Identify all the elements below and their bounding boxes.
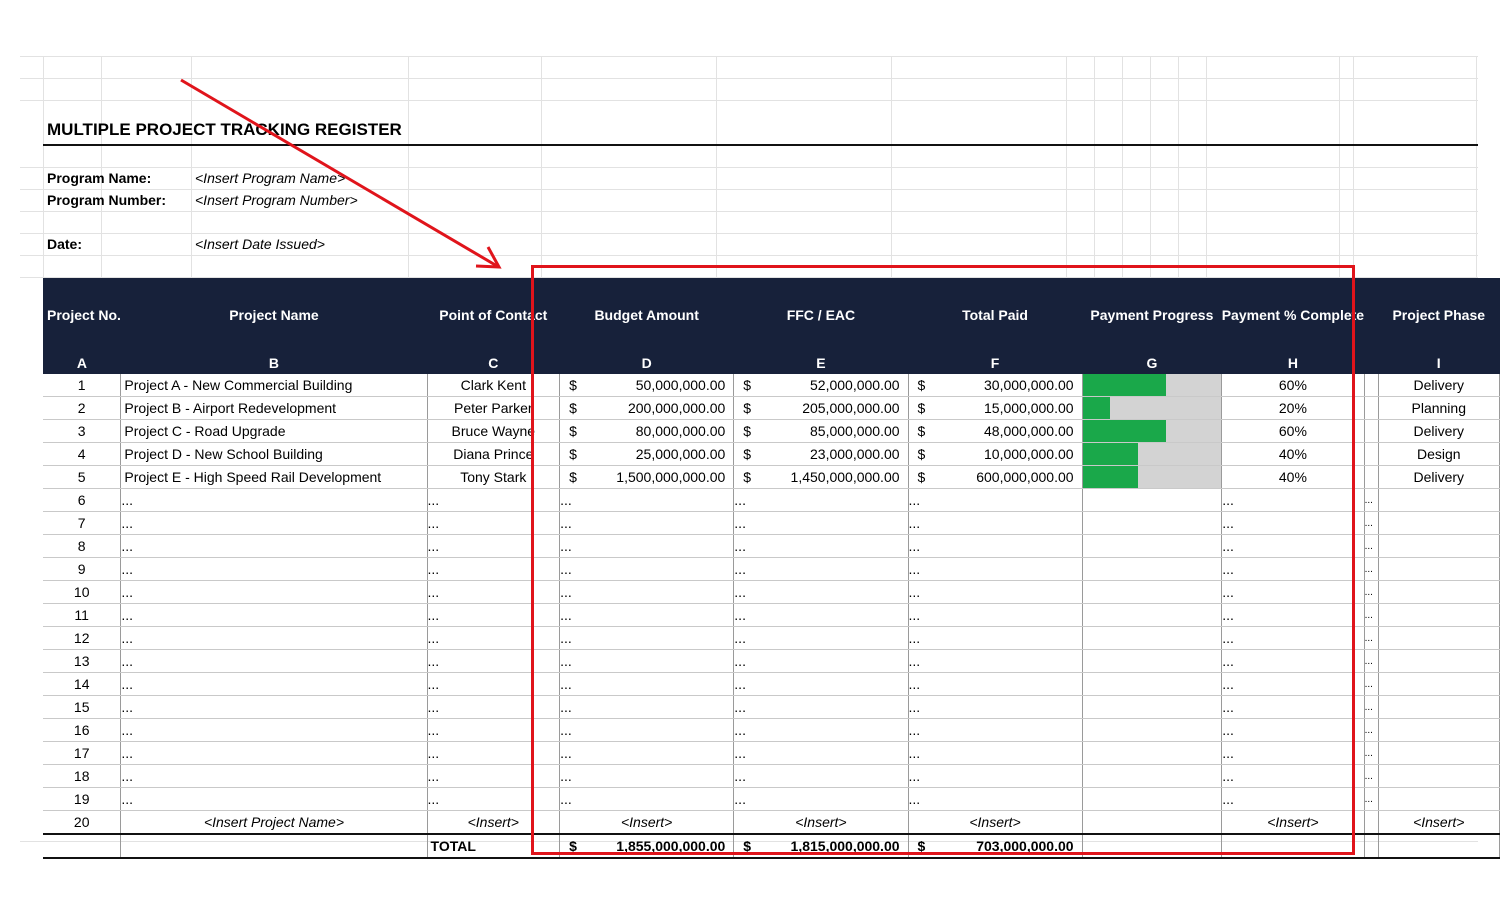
budget-cell-value: 50,000,000.00 xyxy=(635,377,726,393)
ffc-cell[interactable]: ... xyxy=(734,742,908,765)
ffc-cell-value: 205,000,000.00 xyxy=(802,400,900,416)
payment-pct-cell[interactable]: <Insert> xyxy=(1222,811,1364,835)
paid-cell[interactable]: ... xyxy=(908,535,1082,558)
date-label: Date: xyxy=(47,236,83,252)
contact-cell[interactable]: Clark Kent xyxy=(427,374,560,397)
date-value[interactable]: <Insert Date Issued> xyxy=(195,236,325,252)
budget-cell[interactable]: ... xyxy=(560,673,734,696)
currency-symbol: $ xyxy=(569,469,577,485)
column-letter: G xyxy=(1082,352,1222,374)
payment-pct-cell[interactable]: ... xyxy=(1222,788,1364,811)
paid-cell[interactable]: ... xyxy=(908,627,1082,650)
header-project-no[interactable]: Project No. xyxy=(43,278,121,352)
project-name-cell[interactable]: ... xyxy=(121,535,427,558)
project-no-cell[interactable]: 19 xyxy=(43,788,121,811)
contact-cell[interactable]: Peter Parker xyxy=(427,397,560,420)
ffc-cell[interactable]: ... xyxy=(734,581,908,604)
currency-symbol: $ xyxy=(569,423,577,439)
paid-cell[interactable]: ... xyxy=(908,765,1082,788)
budget-cell-value: 1,500,000,000.00 xyxy=(616,469,726,485)
ffc-cell[interactable]: ... xyxy=(734,535,908,558)
column-letter: B xyxy=(121,352,427,374)
ffc-cell[interactable]: ... xyxy=(734,512,908,535)
project-no-cell[interactable]: 20 xyxy=(43,811,121,835)
currency-symbol: $ xyxy=(743,446,752,462)
project-name-cell[interactable]: Project E - High Speed Rail Development xyxy=(121,466,427,489)
budget-cell[interactable]: ... xyxy=(560,512,734,535)
project-no-cell[interactable]: 2 xyxy=(43,397,121,420)
project-no-cell[interactable]: 3 xyxy=(43,420,121,443)
contact-cell[interactable]: ... xyxy=(427,512,560,535)
column-letter: I xyxy=(1378,352,1500,374)
project-no-cell[interactable]: 1 xyxy=(43,374,121,397)
column-letter: H xyxy=(1222,352,1364,374)
budget-cell[interactable]: ... xyxy=(560,627,734,650)
spacer-cell: ... xyxy=(1364,581,1378,604)
total-budget-value: 1,855,000,000.00 xyxy=(616,838,726,854)
paid-cell[interactable]: ... xyxy=(908,489,1082,512)
budget-cell[interactable]: ... xyxy=(560,581,734,604)
project-name-cell[interactable]: Project B - Airport Redevelopment xyxy=(121,397,427,420)
ffc-cell[interactable]: ... xyxy=(734,604,908,627)
project-name-cell[interactable]: ... xyxy=(121,558,427,581)
header-ffc-eac[interactable]: FFC / EAC xyxy=(734,278,908,352)
spacer-cell: ... xyxy=(1364,742,1378,765)
paid-cell[interactable]: ... xyxy=(908,512,1082,535)
paid-cell[interactable]: ... xyxy=(908,788,1082,811)
budget-cell[interactable]: ... xyxy=(560,719,734,742)
project-no-cell[interactable]: 7 xyxy=(43,512,121,535)
currency-symbol: $ xyxy=(743,377,752,393)
header-budget-amount[interactable]: Budget Amount xyxy=(560,278,734,352)
project-name-cell[interactable]: ... xyxy=(121,627,427,650)
total-label: TOTAL xyxy=(427,834,560,858)
currency-symbol: $ xyxy=(917,446,926,462)
header-payment-progress[interactable]: Payment Progress xyxy=(1082,278,1222,352)
program-name-label: Program Name: xyxy=(47,170,152,186)
paid-cell[interactable]: ... xyxy=(908,650,1082,673)
paid-cell[interactable]: <Insert> xyxy=(908,811,1082,835)
contact-cell[interactable]: ... xyxy=(427,650,560,673)
column-letter: C xyxy=(427,352,560,374)
ffc-cell[interactable]: ... xyxy=(734,650,908,673)
project-name-cell[interactable]: ... xyxy=(121,696,427,719)
currency-symbol: $ xyxy=(743,400,752,416)
budget-cell[interactable]: ... xyxy=(560,765,734,788)
contact-cell[interactable]: ... xyxy=(427,489,560,512)
contact-cell[interactable]: ... xyxy=(427,696,560,719)
currency-symbol: $ xyxy=(917,838,926,854)
currency-symbol: $ xyxy=(569,446,577,462)
project-name-cell[interactable]: <Insert Project Name> xyxy=(121,811,427,835)
currency-symbol: $ xyxy=(917,400,926,416)
budget-cell-value: 200,000,000.00 xyxy=(627,400,726,416)
header-payment-pct[interactable]: Payment % Complete xyxy=(1222,278,1364,352)
payment-pct-cell[interactable]: ... xyxy=(1222,489,1364,512)
paid-cell[interactable]: ... xyxy=(908,604,1082,627)
spacer-cell: ... xyxy=(1364,765,1378,788)
payment-pct-cell[interactable]: ... xyxy=(1222,512,1364,535)
paid-cell-value: 48,000,000.00 xyxy=(984,423,1074,439)
project-no-cell[interactable]: 9 xyxy=(43,558,121,581)
ffc-cell-value: 52,000,000.00 xyxy=(810,377,900,393)
currency-symbol: $ xyxy=(743,469,752,485)
contact-cell[interactable]: Bruce Wayne xyxy=(427,420,560,443)
register-title: MULTIPLE PROJECT TRACKING REGISTER xyxy=(47,120,402,139)
project-name-cell[interactable]: Project C - Road Upgrade xyxy=(121,420,427,443)
project-phase-cell[interactable]: <Insert> xyxy=(1378,811,1500,835)
ffc-cell[interactable]: ... xyxy=(734,673,908,696)
spacer-cell: ... xyxy=(1364,512,1378,535)
budget-cell[interactable]: ... xyxy=(560,558,734,581)
ffc-cell-value: 1,450,000,000.00 xyxy=(790,469,900,485)
payment-pct-cell[interactable]: ... xyxy=(1222,558,1364,581)
spacer-cell: ... xyxy=(1364,489,1378,512)
budget-cell[interactable]: ... xyxy=(560,489,734,512)
contact-cell[interactable]: ... xyxy=(427,535,560,558)
spacer-cell: ... xyxy=(1364,696,1378,719)
ffc-cell[interactable]: ... xyxy=(734,489,908,512)
project-name-cell[interactable]: ... xyxy=(121,742,427,765)
contact-cell[interactable]: ... xyxy=(427,765,560,788)
project-no-cell[interactable]: 12 xyxy=(43,627,121,650)
column-letter: A xyxy=(43,352,121,374)
project-phase-cell[interactable]: Delivery xyxy=(1378,466,1500,489)
ffc-cell[interactable]: <Insert> xyxy=(734,811,908,835)
contact-cell[interactable]: ... xyxy=(427,673,560,696)
payment-pct-cell[interactable]: 40% xyxy=(1222,466,1364,489)
contact-cell[interactable]: ... xyxy=(427,742,560,765)
payment-pct-cell[interactable]: ... xyxy=(1222,627,1364,650)
program-number-label: Program Number: xyxy=(47,192,167,208)
budget-cell-value: 25,000,000.00 xyxy=(635,446,726,462)
budget-cell[interactable]: ... xyxy=(560,742,734,765)
contact-cell[interactable]: ... xyxy=(427,627,560,650)
program-name-value[interactable]: <Insert Program Name> xyxy=(195,170,346,186)
contact-cell[interactable]: ... xyxy=(427,604,560,627)
header-project-name[interactable]: Project Name xyxy=(121,278,427,352)
ffc-cell[interactable]: ... xyxy=(734,788,908,811)
project-name-cell[interactable]: ... xyxy=(121,512,427,535)
project-no-cell[interactable]: 6 xyxy=(43,489,121,512)
ffc-cell[interactable]: ... xyxy=(734,627,908,650)
project-phase-cell[interactable]: Design xyxy=(1378,443,1500,466)
project-phase-cell[interactable]: Delivery xyxy=(1378,374,1500,397)
project-no-cell[interactable]: 14 xyxy=(43,673,121,696)
paid-cell[interactable]: ... xyxy=(908,696,1082,719)
project-name-cell[interactable]: ... xyxy=(121,765,427,788)
ffc-cell-value: 23,000,000.00 xyxy=(810,446,900,462)
paid-cell-value: 10,000,000.00 xyxy=(984,446,1074,462)
currency-symbol: $ xyxy=(917,423,926,439)
budget-cell-value: 80,000,000.00 xyxy=(635,423,726,439)
project-phase-cell[interactable]: Planning xyxy=(1378,397,1500,420)
payment-pct-cell[interactable]: ... xyxy=(1222,742,1364,765)
budget-cell[interactable]: <Insert> xyxy=(560,811,734,835)
spacer-cell: ... xyxy=(1364,650,1378,673)
project-name-cell[interactable]: ... xyxy=(121,673,427,696)
paid-cell-value: 15,000,000.00 xyxy=(984,400,1074,416)
payment-pct-cell[interactable]: ... xyxy=(1222,765,1364,788)
payment-pct-cell[interactable]: ... xyxy=(1222,650,1364,673)
ffc-cell[interactable]: ... xyxy=(734,558,908,581)
spacer-cell: ... xyxy=(1364,627,1378,650)
spacer-cell: ... xyxy=(1364,604,1378,627)
project-name-cell[interactable]: ... xyxy=(121,604,427,627)
contact-cell[interactable]: <Insert> xyxy=(427,811,560,835)
total-paid-value: 703,000,000.00 xyxy=(976,838,1074,854)
project-no-cell[interactable]: 18 xyxy=(43,765,121,788)
payment-pct-cell[interactable]: ... xyxy=(1222,696,1364,719)
currency-symbol: $ xyxy=(569,400,577,416)
project-no-cell[interactable]: 10 xyxy=(43,581,121,604)
column-letter: D xyxy=(560,352,734,374)
budget-cell[interactable]: ... xyxy=(560,788,734,811)
currency-symbol: $ xyxy=(743,423,752,439)
header-total-paid[interactable]: Total Paid xyxy=(908,278,1082,352)
paid-cell-value: 600,000,000.00 xyxy=(976,469,1074,485)
contact-cell[interactable]: ... xyxy=(427,719,560,742)
budget-cell[interactable]: ... xyxy=(560,696,734,719)
header-project-phase[interactable]: Project Phase xyxy=(1378,278,1500,352)
budget-cell[interactable]: ... xyxy=(560,604,734,627)
currency-symbol: $ xyxy=(569,838,577,854)
project-no-cell[interactable]: 15 xyxy=(43,696,121,719)
column-letter: F xyxy=(908,352,1082,374)
column-letter: E xyxy=(734,352,908,374)
contact-cell[interactable]: Tony Stark xyxy=(427,466,560,489)
payment-pct-cell[interactable]: ... xyxy=(1222,673,1364,696)
payment-pct-cell[interactable]: 20% xyxy=(1222,397,1364,420)
payment-pct-cell[interactable]: ... xyxy=(1222,719,1364,742)
project-phase-cell[interactable]: Delivery xyxy=(1378,420,1500,443)
project-name-cell[interactable]: ... xyxy=(121,788,427,811)
payment-pct-cell[interactable]: ... xyxy=(1222,604,1364,627)
paid-cell[interactable]: ... xyxy=(908,742,1082,765)
project-name-cell[interactable]: ... xyxy=(121,489,427,512)
payment-pct-cell[interactable]: ... xyxy=(1222,581,1364,604)
ffc-cell[interactable]: ... xyxy=(734,765,908,788)
ffc-cell[interactable]: ... xyxy=(734,696,908,719)
budget-cell[interactable]: ... xyxy=(560,535,734,558)
ffc-cell-value: 85,000,000.00 xyxy=(810,423,900,439)
contact-cell[interactable]: ... xyxy=(427,581,560,604)
paid-cell-value: 30,000,000.00 xyxy=(984,377,1074,393)
project-no-cell[interactable]: 4 xyxy=(43,443,121,466)
header-point-of-contact[interactable]: Point of Contact xyxy=(427,278,560,352)
paid-cell[interactable]: ... xyxy=(908,673,1082,696)
paid-cell[interactable]: ... xyxy=(908,719,1082,742)
project-name-cell[interactable]: ... xyxy=(121,581,427,604)
payment-pct-cell[interactable]: 40% xyxy=(1222,443,1364,466)
contact-cell[interactable]: ... xyxy=(427,558,560,581)
spacer-cell: ... xyxy=(1364,788,1378,811)
payment-pct-cell[interactable]: ... xyxy=(1222,535,1364,558)
budget-cell[interactable]: ... xyxy=(560,650,734,673)
currency-symbol: $ xyxy=(743,838,752,854)
project-name-cell[interactable]: Project D - New School Building xyxy=(121,443,427,466)
project-no-cell[interactable]: 8 xyxy=(43,535,121,558)
project-name-cell[interactable]: ... xyxy=(121,719,427,742)
total-ffc-value: 1,815,000,000.00 xyxy=(790,838,900,854)
contact-cell[interactable]: Diana Prince xyxy=(427,443,560,466)
program-number-value[interactable]: <Insert Program Number> xyxy=(195,192,358,208)
project-name-cell[interactable]: ... xyxy=(121,650,427,673)
payment-pct-cell[interactable]: 60% xyxy=(1222,420,1364,443)
project-name-cell[interactable]: Project A - New Commercial Building xyxy=(121,374,427,397)
contact-cell[interactable]: ... xyxy=(427,788,560,811)
currency-symbol: $ xyxy=(569,377,577,393)
paid-cell[interactable]: ... xyxy=(908,581,1082,604)
paid-cell[interactable]: ... xyxy=(908,558,1082,581)
project-no-cell[interactable]: 11 xyxy=(43,604,121,627)
ffc-cell[interactable]: ... xyxy=(734,719,908,742)
spacer-cell: ... xyxy=(1364,673,1378,696)
project-no-cell[interactable]: 16 xyxy=(43,719,121,742)
spacer-cell: ... xyxy=(1364,558,1378,581)
project-no-cell[interactable]: 5 xyxy=(43,466,121,489)
currency-symbol: $ xyxy=(917,469,926,485)
currency-symbol: $ xyxy=(917,377,926,393)
project-no-cell[interactable]: 17 xyxy=(43,742,121,765)
spacer-cell: ... xyxy=(1364,535,1378,558)
payment-pct-cell[interactable]: 60% xyxy=(1222,374,1364,397)
project-no-cell[interactable]: 13 xyxy=(43,650,121,673)
spacer-cell: ... xyxy=(1364,719,1378,742)
